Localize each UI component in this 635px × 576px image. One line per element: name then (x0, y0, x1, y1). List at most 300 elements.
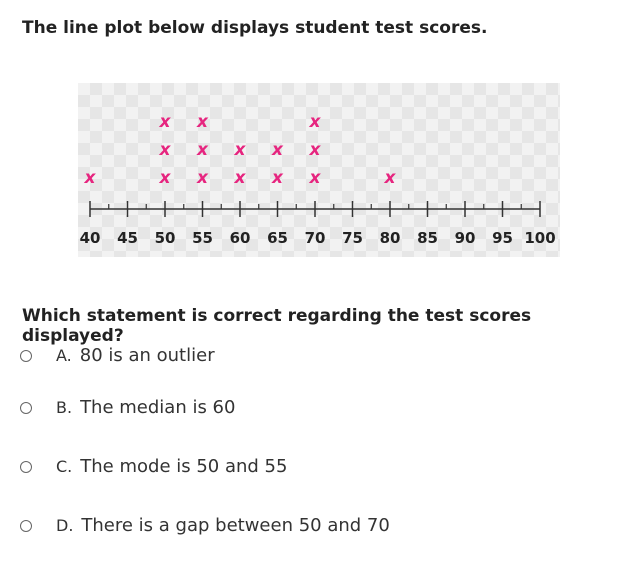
plot-bg-cell (462, 119, 474, 131)
plot-bg-cell (366, 131, 378, 143)
plot-bg-cell (558, 239, 560, 251)
plot-bg-cell (174, 227, 186, 239)
plot-bg-cell (198, 95, 210, 107)
plot-bg-cell (246, 131, 258, 143)
plot-bg-cell (174, 143, 186, 155)
plot-bg-cell (378, 215, 390, 227)
plot-bg-cell (138, 143, 150, 155)
plot-bg-cell (462, 83, 474, 95)
plot-bg-cell (462, 143, 474, 155)
plot-bg-cell (438, 191, 450, 203)
plot-bg-cell (114, 119, 126, 131)
plot-bg-cell (78, 143, 90, 155)
plot-bg-cell (354, 107, 366, 119)
plot-bg-cell (222, 251, 234, 257)
plot-bg-cell (138, 83, 150, 95)
plot-bg-cell (234, 251, 246, 257)
plot-bg-cell (474, 83, 486, 95)
data-point-x-marker: x (309, 168, 321, 188)
option-a[interactable] (20, 345, 215, 366)
plot-bg-cell (294, 179, 306, 191)
plot-bg-cell (354, 251, 366, 257)
plot-bg-cell (402, 215, 414, 227)
plot-bg-cell (402, 227, 414, 239)
line-plot (78, 83, 560, 257)
plot-bg-cell (474, 179, 486, 191)
plot-bg-cell (174, 167, 186, 179)
plot-bg-cell (474, 227, 486, 239)
plot-bg-cell (90, 215, 102, 227)
plot-bg-cell (258, 95, 270, 107)
plot-bg-cell (114, 143, 126, 155)
plot-bg-cell (318, 251, 330, 257)
plot-bg-cell (438, 167, 450, 179)
plot-bg-cell (558, 167, 560, 179)
option-c[interactable] (20, 456, 287, 477)
plot-bg-cell (366, 239, 378, 251)
plot-bg-cell (222, 143, 234, 155)
plot-bg-cell (294, 167, 306, 179)
plot-bg-cell (510, 191, 522, 203)
plot-bg-cell (450, 251, 462, 257)
plot-bg-cell (474, 107, 486, 119)
plot-bg-cell (210, 143, 222, 155)
plot-bg-cell (342, 251, 354, 257)
plot-bg-cell (354, 191, 366, 203)
plot-bg-cell (390, 155, 402, 167)
plot-bg-cell (210, 95, 222, 107)
plot-bg-cell (246, 95, 258, 107)
plot-bg-cell (366, 227, 378, 239)
plot-bg-cell (450, 215, 462, 227)
plot-bg-cell (246, 155, 258, 167)
plot-bg-cell (414, 131, 426, 143)
plot-bg-cell (114, 107, 126, 119)
plot-bg-cell (186, 191, 198, 203)
plot-bg-cell (474, 131, 486, 143)
data-point-x-marker: x (309, 140, 321, 160)
plot-bg-cell (270, 107, 282, 119)
option-d[interactable] (20, 515, 390, 536)
plot-bg-cell (138, 131, 150, 143)
plot-bg-cell (162, 215, 174, 227)
plot-bg-cell (558, 143, 560, 155)
plot-bg-cell (282, 131, 294, 143)
plot-bg-cell (438, 107, 450, 119)
question-prompt: Which statement is correct regarding the test scores displayed? (22, 306, 532, 346)
plot-bg-cell (90, 155, 102, 167)
plot-bg-cell (306, 83, 318, 95)
plot-bg-cell (546, 107, 558, 119)
plot-bg-cell (354, 215, 366, 227)
plot-bg-cell (342, 167, 354, 179)
plot-bg-cell (210, 107, 222, 119)
plot-bg-cell (330, 155, 342, 167)
plot-bg-cell (426, 119, 438, 131)
plot-bg-cell (282, 119, 294, 131)
plot-bg-cell (522, 167, 534, 179)
plot-bg-cell (138, 155, 150, 167)
plot-bg-cell (414, 179, 426, 191)
plot-bg-cell (366, 143, 378, 155)
plot-bg-cell (402, 251, 414, 257)
plot-bg-cell (486, 191, 498, 203)
plot-bg-cell (426, 131, 438, 143)
plot-bg-cell (522, 119, 534, 131)
tick-label: 70 (304, 229, 326, 247)
data-point-x-marker: x (197, 168, 208, 188)
plot-bg-cell (474, 155, 486, 167)
plot-bg-cell (342, 107, 354, 119)
plot-bg-cell (90, 251, 102, 257)
plot-bg-cell (474, 251, 486, 257)
option-b[interactable] (20, 397, 235, 418)
plot-bg-cell (438, 239, 450, 251)
radio-a[interactable] (20, 350, 32, 362)
plot-bg-cell (102, 95, 114, 107)
option-a-letter: A. (56, 346, 72, 365)
plot-bg-cell (522, 191, 534, 203)
plot-bg-cell (222, 131, 234, 143)
question-title: The line plot below displays student test scores. (22, 18, 488, 38)
plot-bg-cell (498, 83, 510, 95)
plot-bg-cell (450, 83, 462, 95)
plot-bg-cell (222, 179, 234, 191)
plot-bg-cell (438, 215, 450, 227)
tick-label: 75 (342, 229, 363, 247)
plot-bg-cell (534, 83, 546, 95)
plot-bg-cell (222, 95, 234, 107)
plot-bg-cell (246, 83, 258, 95)
tick-label: 40 (79, 229, 101, 247)
plot-bg-cell (138, 215, 150, 227)
plot-bg-cell (438, 227, 450, 239)
plot-bg-cell (330, 131, 342, 143)
plot-bg-cell (258, 107, 270, 119)
plot-bg-cell (510, 95, 522, 107)
plot-bg-cell (522, 143, 534, 155)
plot-bg-cell (210, 83, 222, 95)
plot-bg-cell (258, 179, 270, 191)
tick-label: 85 (417, 229, 438, 247)
plot-bg-cell (402, 131, 414, 143)
plot-bg-cell (282, 251, 294, 257)
plot-bg-cell (198, 191, 210, 203)
plot-bg-cell (78, 191, 90, 203)
plot-bg-cell (498, 167, 510, 179)
plot-bg-cell (414, 191, 426, 203)
plot-bg-cell (102, 179, 114, 191)
data-point-x-marker: x (159, 112, 171, 132)
plot-bg-cell (510, 155, 522, 167)
plot-bg-cell (282, 191, 294, 203)
data-point-x-marker: x (197, 112, 208, 132)
plot-bg-cell (558, 203, 560, 215)
plot-bg-cell (270, 215, 282, 227)
plot-bg-cell (174, 83, 186, 95)
plot-bg-cell (390, 191, 402, 203)
plot-bg-cell (258, 143, 270, 155)
tick-label: 50 (154, 229, 176, 247)
plot-bg-cell (438, 95, 450, 107)
option-c-text: The mode is 50 and 55 (80, 456, 288, 477)
plot-bg-cell (354, 95, 366, 107)
plot-bg-cell (114, 95, 126, 107)
plot-bg-cell (186, 83, 198, 95)
plot-bg-cell (426, 155, 438, 167)
plot-bg-cell (126, 95, 138, 107)
plot-bg-cell (522, 251, 534, 257)
plot-bg-cell (114, 251, 126, 257)
plot-bg-cell (330, 239, 342, 251)
plot-bg-cell (426, 95, 438, 107)
plot-bg-cell (402, 179, 414, 191)
data-point-x-marker: x (84, 168, 96, 188)
plot-bg-cell (282, 83, 294, 95)
plot-bg-cell (246, 167, 258, 179)
plot-bg-cell (234, 107, 246, 119)
plot-bg-cell (282, 215, 294, 227)
plot-bg-cell (366, 167, 378, 179)
plot-bg-cell (78, 119, 90, 131)
plot-bg-cell (174, 95, 186, 107)
plot-bg-cell (390, 251, 402, 257)
plot-bg-cell (498, 191, 510, 203)
plot-bg-cell (222, 119, 234, 131)
plot-bg-cell (330, 95, 342, 107)
data-point-x-marker: x (234, 140, 246, 160)
plot-bg-cell (210, 167, 222, 179)
plot-bg-cell (486, 179, 498, 191)
plot-bg-cell (450, 143, 462, 155)
plot-bg-cell (306, 191, 318, 203)
plot-bg-cell (198, 251, 210, 257)
plot-bg-cell (486, 143, 498, 155)
plot-bg-cell (210, 215, 222, 227)
plot-bg-cell (294, 107, 306, 119)
plot-bg-cell (186, 251, 198, 257)
plot-bg-cell (162, 191, 174, 203)
plot-bg-cell (498, 215, 510, 227)
plot-bg-cell (258, 251, 270, 257)
plot-bg-cell (366, 155, 378, 167)
plot-bg-cell (186, 215, 198, 227)
plot-bg-cell (522, 95, 534, 107)
plot-bg-cell (294, 215, 306, 227)
plot-bg-cell (258, 215, 270, 227)
plot-bg-cell (198, 83, 210, 95)
plot-bg-cell (378, 155, 390, 167)
plot-bg-cell (378, 143, 390, 155)
plot-bg-cell (102, 131, 114, 143)
plot-bg-cell (162, 95, 174, 107)
plot-bg-cell (414, 167, 426, 179)
plot-bg-cell (330, 83, 342, 95)
plot-bg-cell (174, 119, 186, 131)
plot-bg-cell (102, 251, 114, 257)
plot-bg-cell (246, 251, 258, 257)
option-a-text: 80 is an outlier (79, 345, 215, 366)
plot-bg-cell (102, 155, 114, 167)
plot-bg-cell (330, 119, 342, 131)
plot-bg-cell (522, 179, 534, 191)
plot-bg-cell (366, 179, 378, 191)
plot-bg-cell (186, 95, 198, 107)
data-point-x-marker: x (272, 140, 283, 160)
plot-bg-cell (546, 251, 558, 257)
plot-bg-cell (402, 143, 414, 155)
plot-bg-cell (306, 95, 318, 107)
plot-bg-cell (510, 251, 522, 257)
plot-bg-cell (558, 155, 560, 167)
plot-bg-cell (522, 215, 534, 227)
plot-bg-cell (498, 251, 510, 257)
plot-bg-cell (174, 107, 186, 119)
plot-bg-cell (438, 119, 450, 131)
radio-b[interactable] (20, 402, 32, 414)
data-point-x-marker: x (272, 168, 283, 188)
plot-bg-cell (342, 131, 354, 143)
plot-bg-cell (78, 251, 90, 257)
plot-bg-cell (210, 131, 222, 143)
plot-bg-cell (498, 143, 510, 155)
plot-bg-cell (522, 155, 534, 167)
plot-bg-cell (78, 95, 90, 107)
plot-bg-cell (138, 251, 150, 257)
plot-bg-cell (486, 107, 498, 119)
plot-bg-cell (150, 191, 162, 203)
plot-bg-cell (378, 191, 390, 203)
plot-bg-cell (354, 131, 366, 143)
plot-bg-cell (366, 251, 378, 257)
plot-bg-cell (438, 179, 450, 191)
plot-bg-cell (390, 119, 402, 131)
plot-bg-cell (426, 107, 438, 119)
tick-label: 45 (117, 229, 138, 247)
option-b-letter: B. (56, 398, 73, 417)
plot-bg-cell (126, 167, 138, 179)
plot-bg-cell (474, 215, 486, 227)
plot-bg-cell (414, 215, 426, 227)
plot-bg-cell (558, 215, 560, 227)
plot-bg-cell (510, 179, 522, 191)
plot-bg-cell (222, 215, 234, 227)
radio-c[interactable] (20, 461, 32, 473)
plot-bg-cell (102, 107, 114, 119)
plot-bg-cell (114, 167, 126, 179)
data-point-x-marker: x (197, 140, 208, 160)
plot-bg-cell (390, 131, 402, 143)
plot-bg-cell (126, 119, 138, 131)
plot-bg-cell (462, 107, 474, 119)
plot-bg-cell (402, 155, 414, 167)
plot-bg-cell (318, 95, 330, 107)
plot-bg-cell (102, 167, 114, 179)
plot-bg-cell (402, 119, 414, 131)
plot-bg-cell (150, 95, 162, 107)
data-point-x-marker: x (234, 168, 246, 188)
plot-bg-cell (342, 119, 354, 131)
plot-bg-cell (474, 239, 486, 251)
plot-bg-cell (534, 167, 546, 179)
plot-bg-cell (246, 143, 258, 155)
plot-bg-cell (114, 215, 126, 227)
data-point-x-marker: x (159, 168, 171, 188)
plot-bg-cell (126, 179, 138, 191)
plot-bg-cell (450, 95, 462, 107)
plot-bg-cell (294, 131, 306, 143)
tick-label: 90 (454, 229, 476, 247)
plot-bg-cell (450, 179, 462, 191)
plot-bg-cell (270, 191, 282, 203)
plot-bg-cell (138, 227, 150, 239)
plot-bg-cell (246, 107, 258, 119)
plot-bg-cell (366, 191, 378, 203)
plot-bg-cell (294, 95, 306, 107)
plot-bg-cell (90, 143, 102, 155)
plot-bg-cell (222, 167, 234, 179)
plot-bg-cell (390, 83, 402, 95)
plot-bg-cell (546, 155, 558, 167)
plot-bg-cell (126, 251, 138, 257)
plot-bg-cell (558, 119, 560, 131)
plot-bg-cell (90, 107, 102, 119)
plot-bg-cell (258, 191, 270, 203)
plot-bg-cell (138, 179, 150, 191)
plot-bg-cell (90, 191, 102, 203)
plot-bg-cell (462, 95, 474, 107)
plot-bg-cell (90, 83, 102, 95)
plot-bg-cell (222, 155, 234, 167)
plot-bg-cell (330, 143, 342, 155)
radio-d[interactable] (20, 520, 32, 532)
plot-bg-cell (558, 191, 560, 203)
plot-bg-cell (486, 95, 498, 107)
plot-bg-cell (246, 191, 258, 203)
plot-bg-cell (498, 95, 510, 107)
plot-bg-cell (174, 191, 186, 203)
plot-bg-cell (126, 83, 138, 95)
plot-bg-cell (102, 191, 114, 203)
plot-bg-cell (102, 239, 114, 251)
plot-bg-cell (114, 191, 126, 203)
plot-bg-cell (222, 191, 234, 203)
plot-bg-cell (138, 167, 150, 179)
plot-bg-cell (246, 215, 258, 227)
plot-bg-cell (510, 83, 522, 95)
plot-bg-cell (474, 119, 486, 131)
plot-bg-cell (378, 95, 390, 107)
plot-bg-cell (294, 119, 306, 131)
plot-bg-cell (282, 167, 294, 179)
plot-bg-cell (510, 107, 522, 119)
plot-bg-cell (402, 95, 414, 107)
plot-bg-cell (426, 143, 438, 155)
tick-label: 100 (524, 229, 556, 247)
plot-bg-cell (270, 95, 282, 107)
plot-bg-cell (498, 179, 510, 191)
plot-bg-cell (114, 155, 126, 167)
plot-bg-cell (546, 95, 558, 107)
plot-bg-cell (366, 215, 378, 227)
tick-label: 65 (267, 229, 288, 247)
plot-bg-cell (102, 215, 114, 227)
plot-bg-cell (438, 143, 450, 155)
plot-bg-cell (342, 83, 354, 95)
plot-bg-cell (306, 215, 318, 227)
plot-bg-cell (114, 179, 126, 191)
plot-bg-cell (486, 251, 498, 257)
